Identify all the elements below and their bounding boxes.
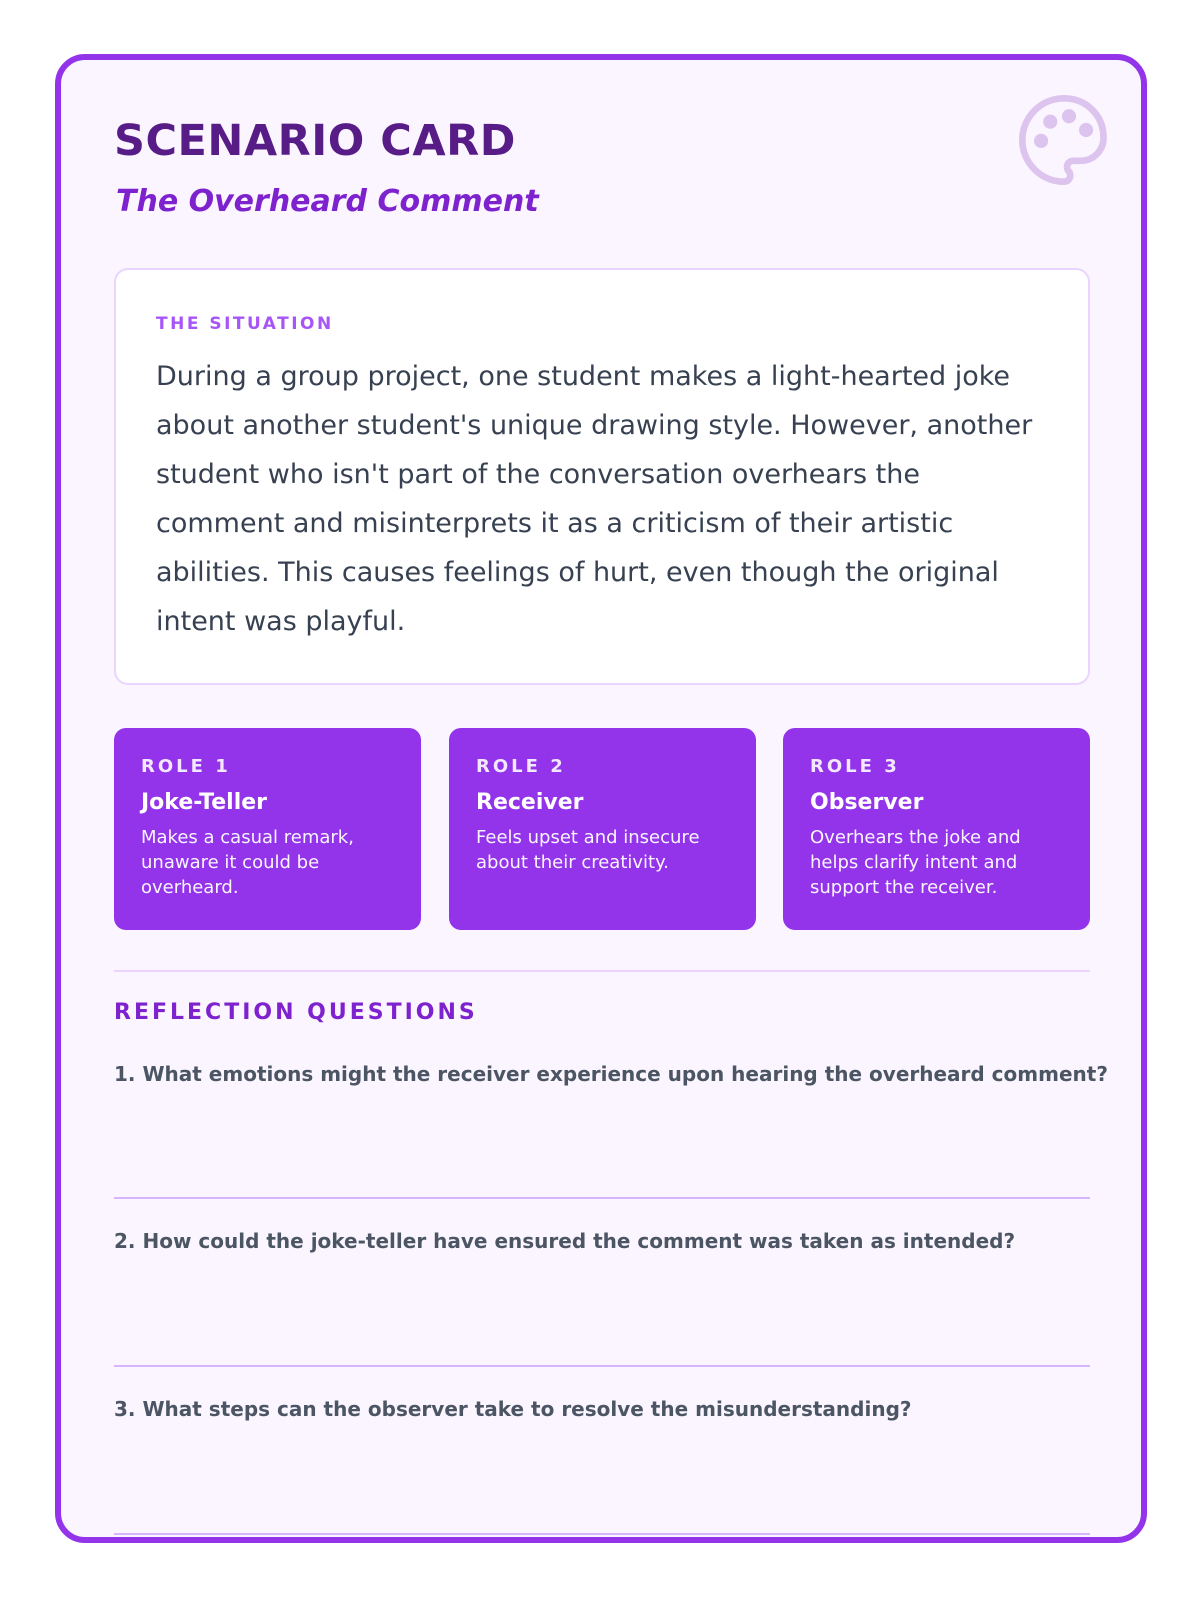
answer-line-2[interactable] bbox=[114, 1365, 1090, 1367]
palette-icon bbox=[1014, 90, 1114, 190]
role-description: Overhears the joke and helps clarify intent and support the receiver. bbox=[810, 827, 1021, 898]
situation-label: THE SITUATION bbox=[156, 314, 334, 334]
answer-line-1[interactable] bbox=[114, 1197, 1090, 1199]
scenario-subtitle: The Overheard Comment bbox=[116, 184, 539, 219]
situation-text: During a group project, one student makes a light-hearted joke about another student's unique drawing style. However, another student who isn't part of the conversation overhears the comment and misinterprets it as a criticism of their artistic abilities. This causes feelings of hurt, even though the original intent was playful. bbox=[156, 361, 1033, 637]
role-description: Feels upset and insecure about their creativity. bbox=[476, 827, 700, 873]
role-number: ROLE 3 bbox=[810, 756, 900, 777]
role-number: ROLE 2 bbox=[476, 756, 566, 777]
answer-line-3[interactable] bbox=[114, 1533, 1090, 1535]
reflection-question-1: 1. What emotions might the receiver experience upon hearing the overheard comment? bbox=[114, 1062, 1108, 1086]
role-card-receiver bbox=[449, 728, 756, 930]
role-name: Receiver bbox=[476, 790, 584, 815]
role-number: ROLE 1 bbox=[141, 756, 231, 777]
role-card-observer bbox=[783, 728, 1090, 930]
section-divider bbox=[114, 970, 1090, 972]
reflection-question-2: 2. How could the joke-teller have ensured the comment was taken as intended? bbox=[114, 1229, 1016, 1253]
page-title: SCENARIO CARD bbox=[114, 116, 516, 166]
role-description: Makes a casual remark, unaware it could be overheard. bbox=[141, 827, 354, 898]
reflection-heading: REFLECTION QUESTIONS bbox=[114, 1000, 478, 1025]
situation-box bbox=[114, 268, 1090, 685]
role-name: Observer bbox=[810, 790, 924, 815]
role-name: Joke-Teller bbox=[141, 790, 268, 815]
reflection-question-3: 3. What steps can the observer take to resolve the misunderstanding? bbox=[114, 1397, 912, 1421]
role-card-joke-teller bbox=[114, 728, 421, 930]
